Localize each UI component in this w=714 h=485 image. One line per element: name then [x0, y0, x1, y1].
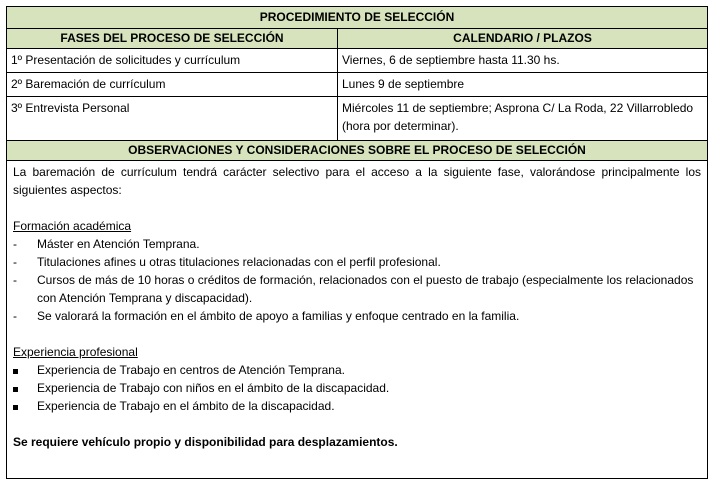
dash-marker: -	[13, 237, 17, 251]
selection-procedure-table	[6, 6, 708, 479]
final-note: Se requiere vehículo propio y disponibilidad para desplazamientos.	[13, 435, 398, 449]
list-item: Experiencia de Trabajo con niños en el ámbito de la discapacidad.	[13, 379, 701, 397]
phase-cell: 2º Baremación de currículum	[7, 73, 338, 96]
date-cell: Viernes, 6 de septiembre hasta 11.30 hs.	[342, 53, 560, 67]
phase-cell: 1º Presentación de solicitudes y currículum	[7, 49, 338, 72]
observations-title: OBSERVACIONES Y CONSIDERACIONES SOBRE EL PROCESO DE SELECCIÓN	[128, 143, 586, 157]
list-item: - Se valorará la formación en el ámbito de apoyo a familias y enfoque centrado en la familia.	[13, 309, 520, 323]
experiencia-list	[13, 361, 701, 415]
list-item: Experiencia de Trabajo en el ámbito de la discapacidad.	[13, 397, 701, 415]
table-row	[7, 73, 707, 97]
square-bullet-icon	[13, 387, 18, 392]
observations-header-row	[7, 141, 707, 161]
phase-cell: 3º Entrevista Personal	[7, 97, 338, 140]
list-item: - Titulaciones afines u otras titulaciones relacionadas con el perfil profesional.	[13, 255, 441, 269]
formacion-list	[13, 235, 701, 325]
column-header-phases: FASES DEL PROCESO DE SELECCIÓN	[7, 29, 338, 48]
observations-body	[7, 161, 707, 453]
table-row	[7, 49, 707, 73]
square-bullet-icon	[13, 405, 18, 410]
list-item: - Cursos de más de 10 horas o créditos de formación, relacionados con el puesto de trabajo (especialmente los relacionados con Atención Temprana y discapacidad).	[13, 273, 694, 305]
intro-paragraph: La baremación de currículum tendrá carácter selectivo para el acceso a la siguiente fase, valorándose principalmente los siguientes aspectos:	[13, 165, 701, 197]
column-header-calendar: CALENDARIO / PLAZOS	[453, 31, 592, 45]
date-cell: Lunes 9 de septiembre	[342, 77, 465, 91]
dash-marker: -	[13, 273, 17, 287]
table-title-row	[7, 7, 707, 29]
list-item: - Máster en Atención Temprana.	[13, 237, 200, 251]
dash-marker: -	[13, 255, 17, 269]
table-title: PROCEDIMIENTO DE SELECCIÓN	[259, 10, 455, 24]
experiencia-title: Experiencia profesional	[13, 345, 138, 359]
column-header-row	[7, 29, 707, 49]
dash-marker: -	[13, 309, 17, 323]
list-item: Experiencia de Trabajo en centros de Atención Temprana.	[13, 361, 701, 379]
square-bullet-icon	[13, 369, 18, 374]
date-cell: Miércoles 11 de septiembre; Asprona C/ La Roda, 22 Villarrobledo (hora por determinar).	[342, 101, 694, 133]
formacion-title: Formación académica	[13, 219, 132, 233]
table-row	[7, 97, 707, 141]
